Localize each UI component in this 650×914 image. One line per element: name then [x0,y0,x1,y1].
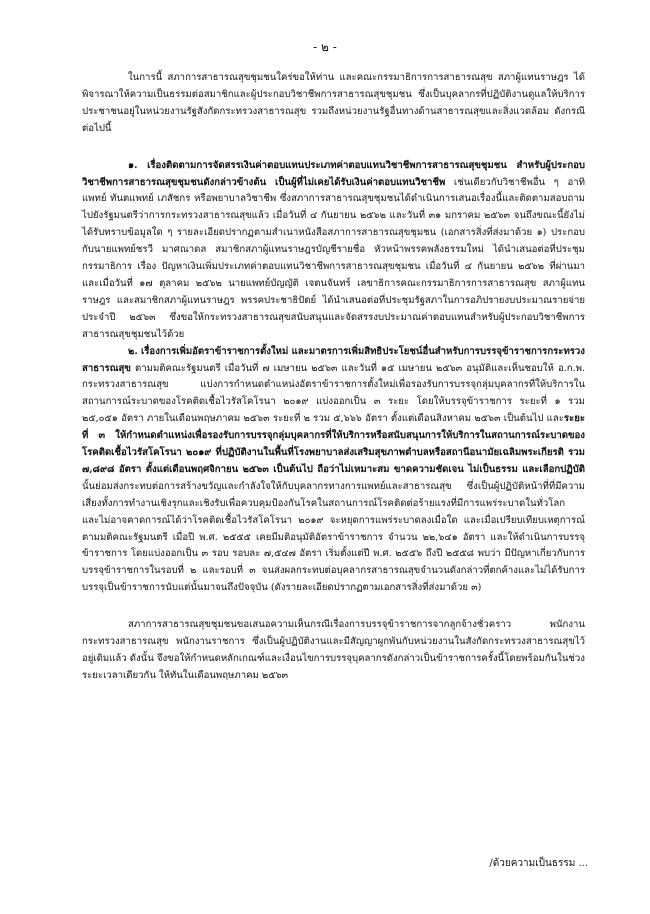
paragraph-gap [82,597,585,617]
page-number: - ๒ - [313,40,337,54]
closing-paragraph: สภาการสาธารณสุขชุมชนขอเสนอความเห็นกรณีเรื่องการบรรจุข้าราชการจากลูกจ้างชั่วคราว พนักงานกระทรวงสาธารณสุข พนักงานราชการ ซึ่งเป็นผู้ปฏิบัติงานและมีสัญญาผูกพันกับหน่วยงานในสังกัดกระทรวงสาธารณสุขไว้อยู่เดิมแล้ว ดังนั้น จึงขอให้กำหนดหลักเกณฑ์และเงื่อนไขการบรรจุบุคลากรดังกล่าวเป็นข้าราชการครั้งนี้โดยพร้อมกันในช่วงระยะเวลาเดียวกัน ให้ทันในเดือนพฤษภาคม ๒๕๖๓ [82,619,585,681]
document-body [82,70,585,685]
item-2-emphasis: ระยะที่ ๓ ให้กำหนดตำแหน่งเพื่อรองรับการบรรจุกลุ่มบุคลากรที่ให้บริการหรือสนับสนุนการให้บริการในสถานการณ์ระบาดของโรคติดเชื้อไวรัสโคโรนา ๒๐๑๙ ที่ปฏิบัติงานในพื้นที่โรงพยาบาลส่งเสริมสุขภาพตำบลหรือสถานีอนามัยเฉลิมพระเกียรติ รวม ๗,๘๙๘ อัตรา ตั้งแต่เดือนพฤศจิกายน ๒๕๖๓ เป็นต้นไป ถือว่าไม่เหมาะสม ขาดความชัดเจน ไม่เป็นธรรม และเลือกปฏิบัติ [82,413,585,475]
item-2-paragraph [82,344,585,598]
item-1-text: เช่นเดียวกับวิชาชีพอื่น ๆ อาทิ แพทย์ ทันตแพทย์ เภสัชกร หรือพยาบาลวิชาชีพ ซึ่งสภาการสาธารณสุขชุมชนได้ดำเนินการเสนอเรื่องนี้และติดตามสอบถามไปยังรัฐมนตรีว่าการกระทรวงสาธารณสุขแล้ว เมื่อวันที่ ๔ กันยายน ๒๕๖๒ และวันที่ ๓๑ มกราคม ๒๕๖๓ จนถึงขณะนี้ยังไม่ได้รับทราบข้อมูลใด ๆ รายละเอียดปรากฏตามสำเนาหนังสือสภาการสาธารณสุขชุมชน (เอกสารสิ่งที่ส่งมาด้วย ๑) ประกอบกับนายแพทย์ชรวี มาศณาดล สมาชิกสภาผู้แทนราษฎรบัญชีรายชื่อ หัวหน้าพรรคพลังธรรมใหม่ ได้นำเสนอต่อที่ประชุมกรรมาธิการ เรื่อง ปัญหาเงินเพิ่มประเภทค่าตอบแทนวิชาชีพการสาธารณสุขชุมชน เมื่อวันที่ ๔ กันยายน ๒๕๖๒ ที่ผ่านมา และเมื่อวันที่ ๑๗ ตุลาคม ๒๕๖๒ นายแพทย์บัญญัติ เจตนจันทร์ เลขาธิการคณะกรรมาธิการการสาธารณสุข สภาผู้แทนราษฎร และสมาชิกสภาผู้แทนราษฎร พรรคประชาธิปัตย์ ได้นำเสนอต่อที่ประชุมรัฐสภาในการอภิปรายงบประมาณรายจ่าย ประจำปี ๒๕๖๓ ซึ่งขอให้กระทรวงสาธารณสุขสนับสนุนและจัดสรรงบประมาณค่าตอบแทนสำหรับผู้ประกอบวิชาชีพการสาธารณสุขชุมชนไว้ด้วย [82,176,585,340]
paragraph-gap [82,138,585,158]
item-2-text-2: นั้นย่อมส่งกระทบต่อการสร้างขวัญและกำลังใจให้กับบุคลากรทางการแพทย์และสาธารณสุข ซึ่งเป็นผู้ปฏิบัติหน้าที่ที่มีความเสี่ยงทั้งการทำงานเชิงรุกและเชิงรับเพื่อควบคุมป้องกันโรคในสถานการณ์โรคติดต่อร้ายแรงที่มีการแพร่ระบาดในทั่วโลก และไม่อาจคาดการณ์ได้ว่าโรคติดเชื้อไวรัสโคโรนา ๒๐๑๙ จะหยุดการแพร่ระบาดลงเมื่อใด และเมื่อเปรียบเทียบเหตุการณ์ตามมติคณะรัฐมนตรี เมื่อปี พ.ศ. ๒๕๕๕ เคยมีมติอนุมัติอัตราข้าราชการ จำนวน ๒๒,๖๔๑ อัตรา และให้ดำเนินการบรรจุข้าราชการ โดยแบ่งออกเป็น ๓ รอบ รอบละ ๗,๕๔๗ อัตรา เริ่มตั้งแต่ปี พ.ศ. ๒๕๕๖ ถึงปี ๒๕๕๘ พบว่า มีปัญหาเกี่ยวกับการบรรจุข้าราชการในรอบที่ ๒ และรอบที่ ๓ จนส่งผลกระทบต่อบุคลากรสาธารณสุขจำนวนดังกล่าวที่ตกค้างและไม่ได้รับการบรรจุเป็นข้าราชการนับแต่นั้นมาจนถึงปัจจุบัน (ดังรายละเอียดปรากฏตามเอกสารสิ่งที่ส่งมาด้วย ๓) [82,480,585,594]
continuation-note: /ด้วยความเป็นธรรม ... [489,858,588,869]
item-1-paragraph [82,158,585,344]
item-2-text-1: ตามมติคณะรัฐมนตรี เมื่อวันที่ ๗ เมษายน ๒๕๖๓ และวันที่ ๑๕ เมษายน ๒๕๖๓ อนุมัติและเห็นชอบให้ อ.ก.พ. กระทรวงสาธารณสุข แบ่งการกำหนดตำแหน่งอัตราข้าราชการตั้งใหม่เพื่อรองรับการบรรจุกลุ่มบุคลากรที่ให้บริการในสถานการณ์ระบาดของโรคติดเชื้อไวรัสโคโรนา ๒๐๑๙ แบ่งออกเป็น ๓ ระยะ โดยให้บรรจุข้าราชการ ระยะที่ ๑ รวม ๒๕,๐๕๑ อัตรา ภายในเดือนพฤษภาคม ๒๕๖๓ ระยะที่ ๒ รวม ๕,๖๖๖ อัตรา ตั้งแต่เดือนสิงหาคม ๒๕๖๓ เป็นต้นไป และ [82,362,585,425]
item-1-heading: ๑. เรื่องติดตามการจัดสรรเงินค่าตอบแทนประเภทค่าตอบแทนวิชาชีพการสาธารณสุขชุมชน สำหรับผู้ประกอบวิชาชีพการสาธารณสุขชุมชนดังกล่าวข้างต้น เป็นผู้ที่ไม่เคยได้รับเงินค่าตอบแทนวิชาชีพ [82,159,585,188]
item-2-heading: ๒. เรื่องการเพิ่มอัตราข้าราชการตั้งใหม่ และมาตรการเพิ่มสิทธิประโยชน์อื่นสำหรับการบรรจุข้าราชการกระทรวงสาธารณสุข [82,345,585,374]
intro-paragraph: ในการนี้ สภาการสาธารณสุขชุมชนใคร่ขอให้ท่าน และคณะกรรมาธิการการสาธารณสุข สภาผู้แทนราษฎร ได้พิจารณาให้ความเป็นธรรมต่อสมาชิกและผู้ประกอบวิชาชีพการสาธารณสุขชุมชน ซึ่งเป็นบุคลากรที่ปฏิบัติงานดูแลให้บริการประชาชนอยู่ในหน่วยงานรัฐสังกัดกระทรวงสาธารณสุข รวมถึงหน่วยงานรัฐอื่นทางด้านสาธารณสุขและสิ่งแวดล้อม ดังกรณีต่อไปนี้ [82,72,585,134]
